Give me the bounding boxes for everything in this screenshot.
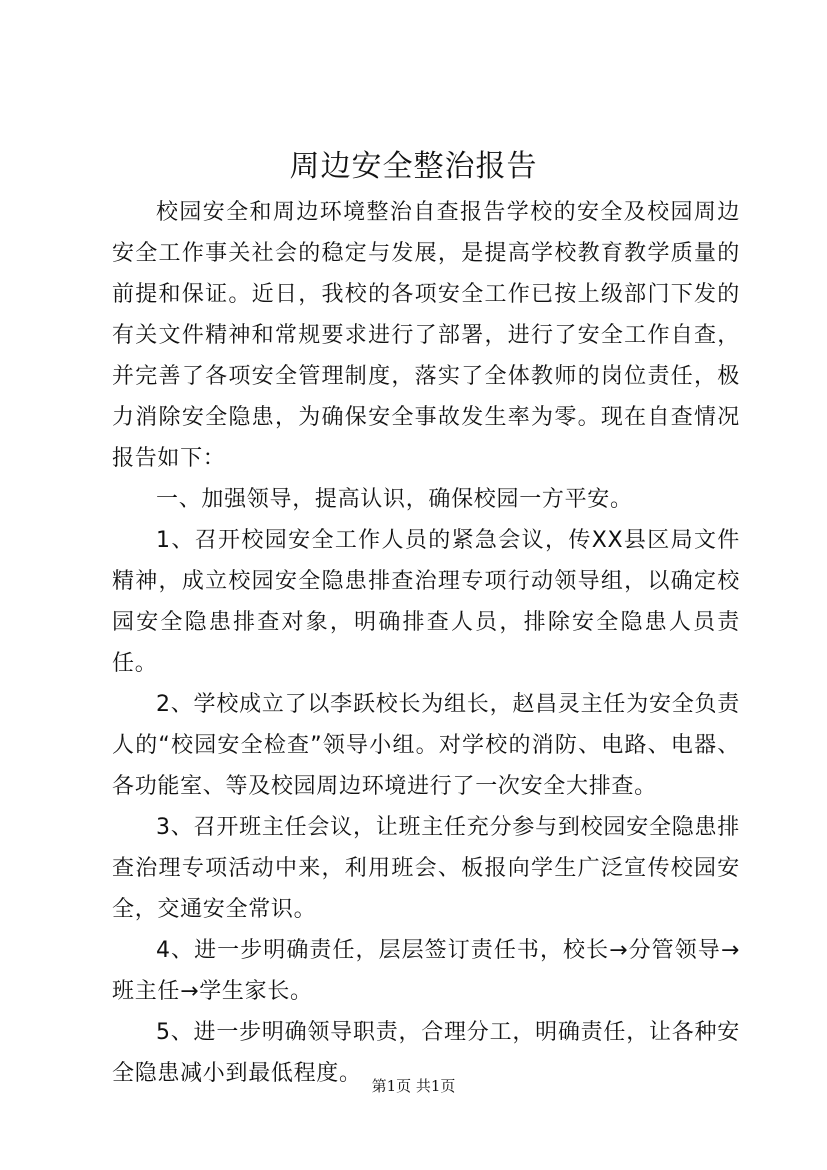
paragraph-item-5: 5、进一步明确领导职责，合理分工，明确责任，让各种安全隐患减小到最低程度。 — [112, 1020, 740, 1086]
paragraph-item-1: 1、召开校园安全工作人员的紧急会议，传XX县区局文件精神，成立校园安全隐患排查治理专项行动领导组，以确定校园安全隐患排查对象，明确排查人员，排除安全隐患人员责任。 — [112, 528, 740, 676]
paragraph-intro: 校园安全和周边环境整治自查报告学校的安全及校园周边安全工作事关社会的稳定与发展，是提高学校教育教学质量的前提和保证。近日，我校的各项安全工作已按上级部门下发的有关文件精神和常规要求进行了部署，进行了安全工作自查，并完善了各项安全管理制度，落实了全体教师的岗位责任，极力消除安全隐患，为确保安全事故发生率为零。现在自查情况报告如下： — [112, 200, 740, 471]
paragraph-item-4: 4、进一步明确责任，层层签订责任书，校长→分管领导→班主任→学生家长。 — [112, 938, 740, 1004]
page-number-footer: 第1页 共1页 — [371, 1077, 456, 1095]
paragraph-item-2: 2、学校成立了以李跃校长为组长，赵昌灵主任为安全负责人的“校园安全检查”领导小组。对学校的消防、电路、电器、各功能室、等及校园周边环境进行了一次安全大排查。 — [112, 692, 740, 799]
paragraph-item-3: 3、召开班主任会议，让班主任充分参与到校园安全隐患排查治理专项活动中来，利用班会、板报向学生广泛宣传校园安全，交通安全常识。 — [112, 815, 740, 922]
document-body — [112, 192, 740, 1094]
document-title: 周边安全整治报告 — [289, 149, 538, 184]
paragraph-section-heading: 一、加强领导，提高认识，确保校园一方平安。 — [156, 487, 633, 512]
